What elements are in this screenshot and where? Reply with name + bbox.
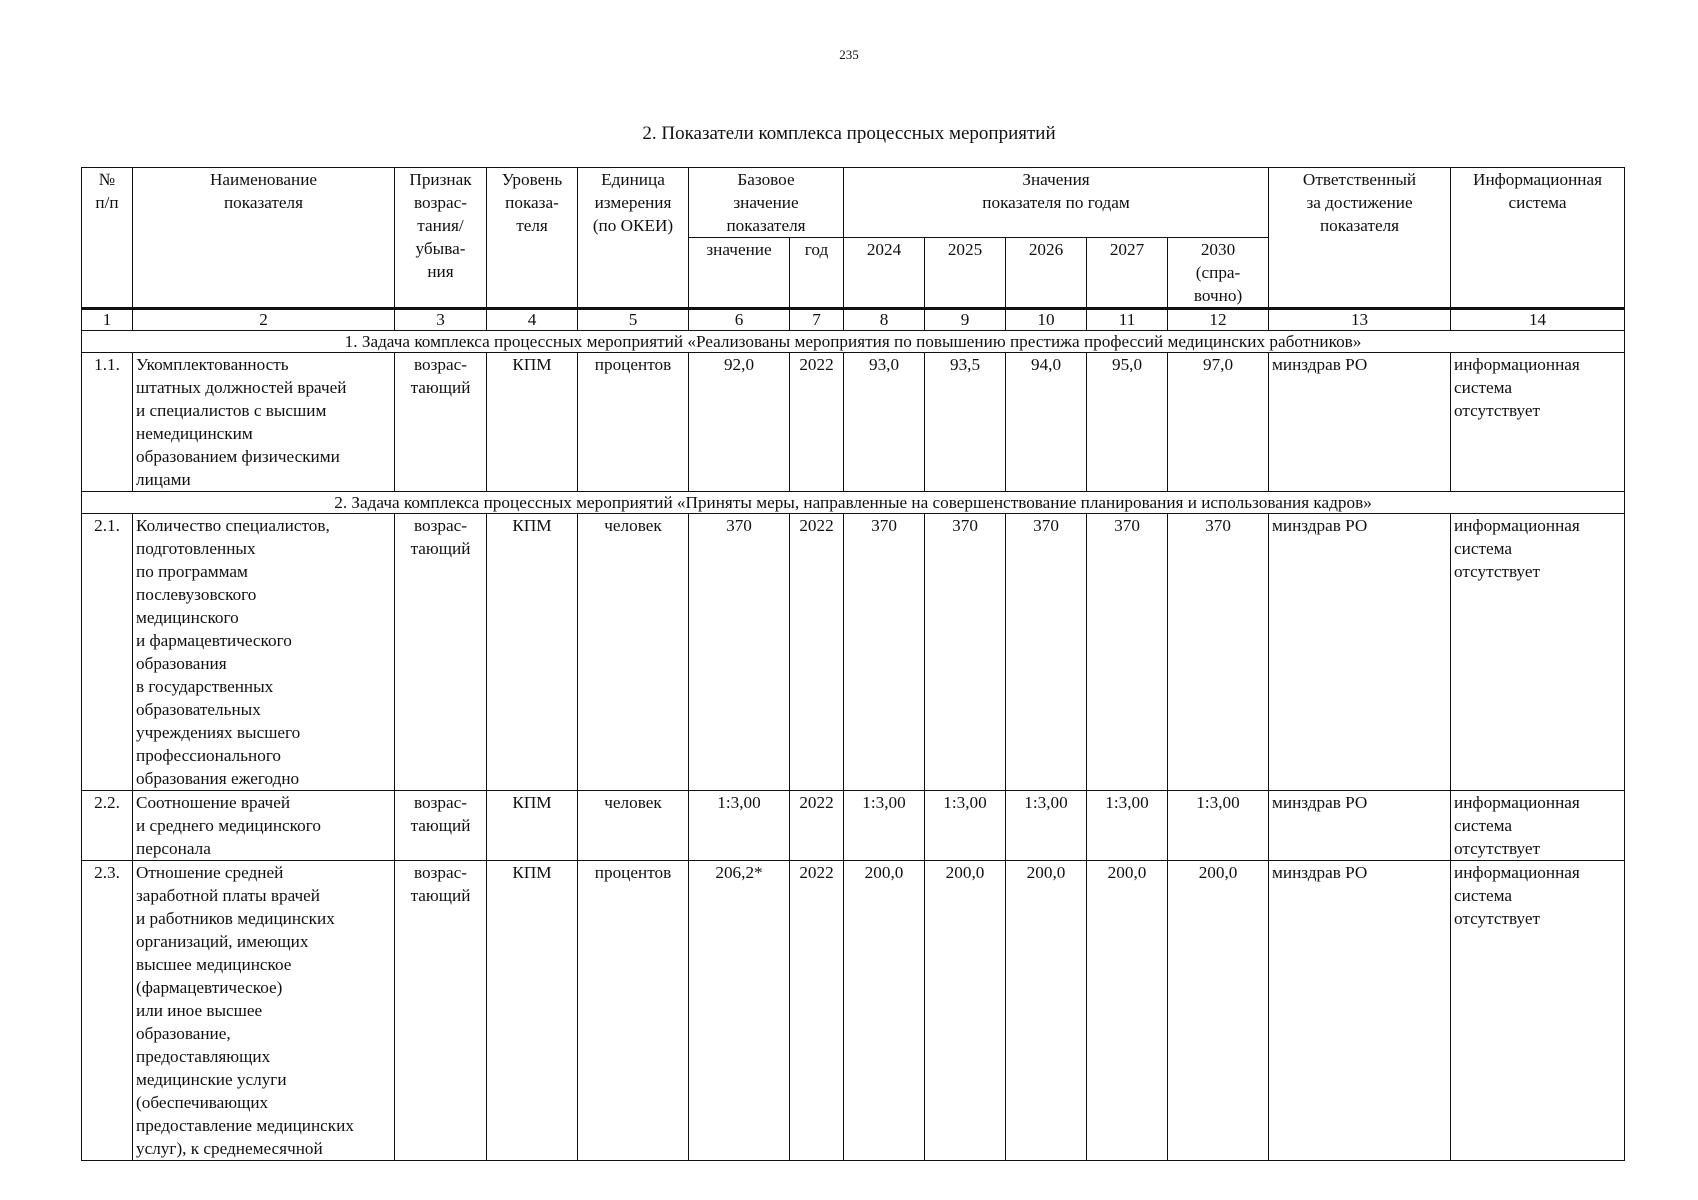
header-year-2027: 2027 (1087, 238, 1168, 309)
header-year-2025: 2025 (925, 238, 1006, 309)
column-number: 9 (925, 309, 1006, 331)
value-2026: 200,0 (1006, 861, 1087, 1161)
value-2027: 200,0 (1087, 861, 1168, 1161)
base-value: 370 (689, 514, 790, 791)
column-number: 10 (1006, 309, 1087, 331)
header-level: Уровень показа- теля (487, 168, 578, 309)
indicator-level: КПМ (487, 353, 578, 492)
header-years: Значения показателя по годам (844, 168, 1269, 238)
indicators-table (81, 167, 1625, 1161)
trend-sign: возрас- тающий (395, 791, 487, 861)
value-2030: 1:3,00 (1168, 791, 1269, 861)
base-year: 2022 (790, 791, 844, 861)
value-2025: 370 (925, 514, 1006, 791)
header-name: Наименование показателя (133, 168, 395, 309)
header-base-value: значение (689, 238, 790, 309)
indicator-name: Количество специалистов, подготовленных по программам послевузовского медицинского и фармацевтического образования в государственных образовательных учреждениях высшего профессионального образования ежегодно (133, 514, 395, 791)
column-numbers-row (82, 309, 1625, 331)
column-number: 1 (82, 309, 133, 331)
column-number: 11 (1087, 309, 1168, 331)
indicator-level: КПМ (487, 861, 578, 1161)
row-number: 2.3. (82, 861, 133, 1161)
base-value: 206,2* (689, 861, 790, 1161)
column-number: 4 (487, 309, 578, 331)
indicator-name: Укомплектованность штатных должностей врачей и специалистов с высшим немедицинским образованием физическими лицами (133, 353, 395, 492)
column-number: 13 (1269, 309, 1451, 331)
value-2025: 1:3,00 (925, 791, 1006, 861)
info-system: информационная система отсутствует (1451, 353, 1625, 492)
base-year: 2022 (790, 514, 844, 791)
column-number: 12 (1168, 309, 1269, 331)
table-row (82, 861, 1625, 1161)
value-2027: 370 (1087, 514, 1168, 791)
value-2026: 1:3,00 (1006, 791, 1087, 861)
value-2030: 370 (1168, 514, 1269, 791)
table-row (82, 353, 1625, 492)
section-heading-1: 1. Задача комплекса процессных мероприятий «Реализованы мероприятия по повышению престижа профессий медицинских работников» (82, 331, 1625, 353)
header-base-year: год (790, 238, 844, 309)
info-system: информационная система отсутствует (1451, 861, 1625, 1161)
row-number: 2.1. (82, 514, 133, 791)
column-number: 5 (578, 309, 689, 331)
header-unit: Единица измерения (по ОКЕИ) (578, 168, 689, 309)
table-row (82, 791, 1625, 861)
header-no: № п/п (82, 168, 133, 309)
page-number: 235 (839, 47, 859, 62)
row-number: 2.2. (82, 791, 133, 861)
header-year-2030: 2030 (спра- вочно) (1168, 238, 1269, 309)
column-number: 2 (133, 309, 395, 331)
responsible: минздрав РО (1269, 791, 1451, 861)
indicator-level: КПМ (487, 514, 578, 791)
indicator-level: КПМ (487, 791, 578, 861)
base-value: 92,0 (689, 353, 790, 492)
unit: человек (578, 791, 689, 861)
table-row (82, 514, 1625, 791)
trend-sign: возрас- тающий (395, 514, 487, 791)
indicator-name: Отношение средней заработной платы врачей и работников медицинских организаций, имеющих высшее медицинское (фармацевтическое) или иное высшее образование, предоставляющих медицинские услуги (обеспечивающих предоставление медицинских услуг), к среднемесячной (133, 861, 395, 1161)
row-number: 1.1. (82, 353, 133, 492)
section-row (82, 331, 1625, 353)
header-base: Базовое значение показателя (689, 168, 844, 238)
unit: процентов (578, 861, 689, 1161)
header-responsible: Ответственный за достижение показателя (1269, 168, 1451, 309)
base-year: 2022 (790, 861, 844, 1161)
document-title: 2. Показатели комплекса процессных мероприятий (642, 123, 1056, 144)
responsible: минздрав РО (1269, 861, 1451, 1161)
column-number: 7 (790, 309, 844, 331)
header-year-2024: 2024 (844, 238, 925, 309)
header-info-system: Информационная система (1451, 168, 1625, 309)
value-2026: 94,0 (1006, 353, 1087, 492)
header-year-2026: 2026 (1006, 238, 1087, 309)
base-year: 2022 (790, 353, 844, 492)
trend-sign: возрас- тающий (395, 353, 487, 492)
value-2026: 370 (1006, 514, 1087, 791)
value-2030: 97,0 (1168, 353, 1269, 492)
trend-sign: возрас- тающий (395, 861, 487, 1161)
info-system: информационная система отсутствует (1451, 791, 1625, 861)
value-2024: 200,0 (844, 861, 925, 1161)
column-number: 6 (689, 309, 790, 331)
responsible: минздрав РО (1269, 353, 1451, 492)
column-number: 3 (395, 309, 487, 331)
value-2030: 200,0 (1168, 861, 1269, 1161)
indicator-name: Соотношение врачей и среднего медицинского персонала (133, 791, 395, 861)
section-heading-2: 2. Задача комплекса процессных мероприятий «Приняты меры, направленные на совершенствование планирования и использования кадров» (82, 492, 1625, 514)
base-value: 1:3,00 (689, 791, 790, 861)
value-2024: 93,0 (844, 353, 925, 492)
section-row (82, 492, 1625, 514)
unit: человек (578, 514, 689, 791)
info-system: информационная система отсутствует (1451, 514, 1625, 791)
value-2024: 1:3,00 (844, 791, 925, 861)
column-number: 14 (1451, 309, 1625, 331)
value-2024: 370 (844, 514, 925, 791)
header-sign: Признак возрас- тания/ убыва- ния (395, 168, 487, 309)
value-2025: 200,0 (925, 861, 1006, 1161)
unit: процентов (578, 353, 689, 492)
value-2027: 95,0 (1087, 353, 1168, 492)
value-2027: 1:3,00 (1087, 791, 1168, 861)
value-2025: 93,5 (925, 353, 1006, 492)
column-number: 8 (844, 309, 925, 331)
responsible: минздрав РО (1269, 514, 1451, 791)
